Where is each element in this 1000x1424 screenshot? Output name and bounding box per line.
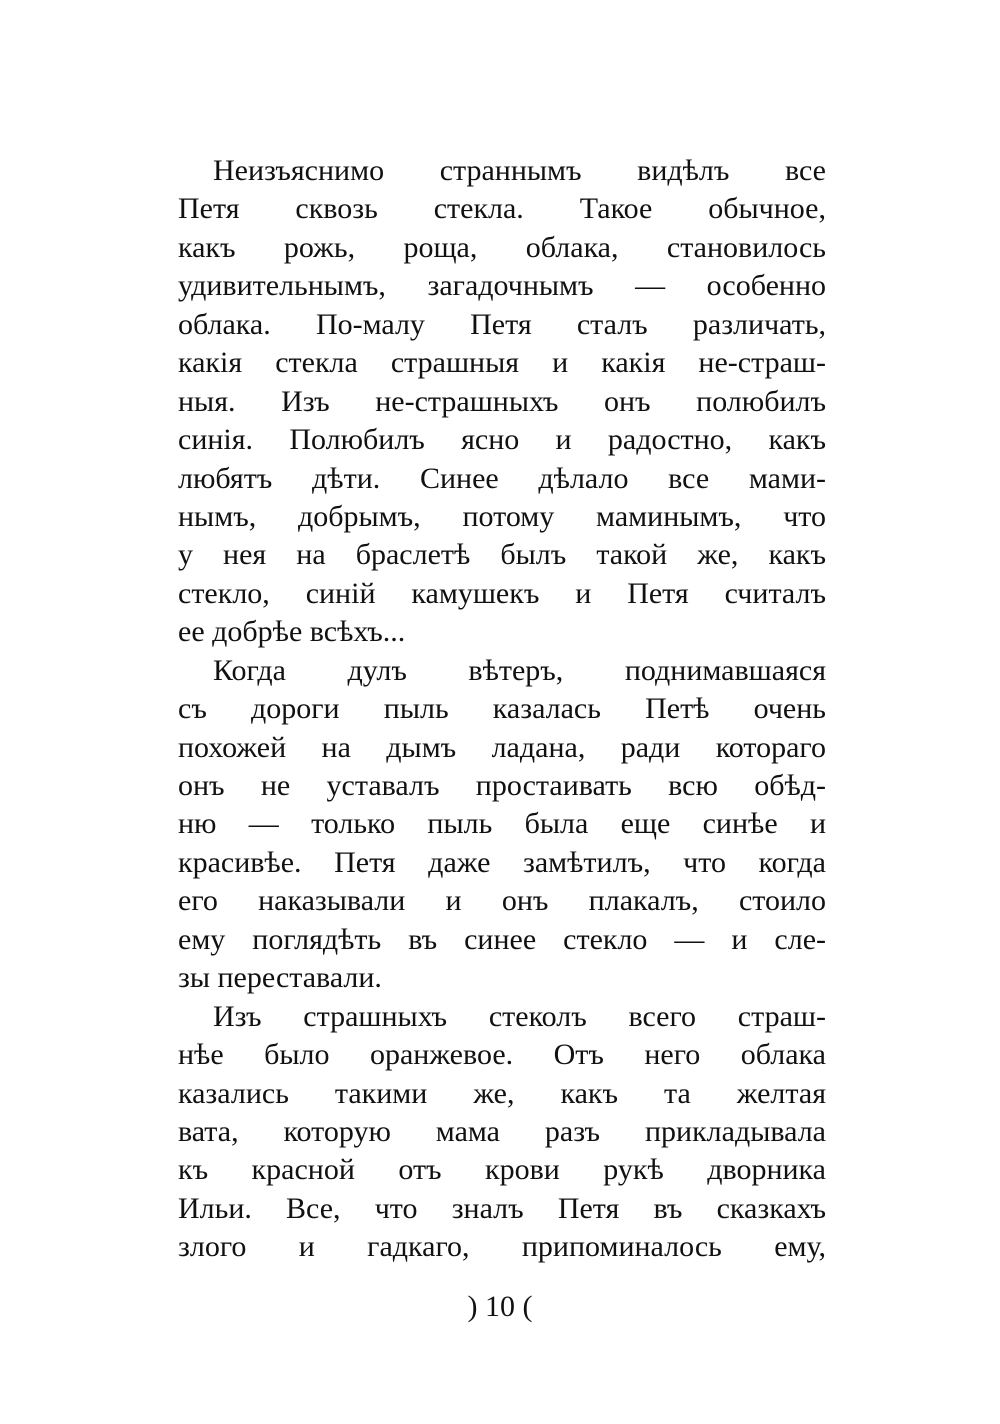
text-line: нѣе было оранжевое. Отъ него облака	[178, 1038, 826, 1072]
text-line: къ красной отъ крови рукѣ дворника	[178, 1153, 826, 1187]
paragraph	[178, 152, 826, 652]
text-line: ее добрѣе всѣхъ...	[178, 615, 406, 649]
text-line: красивѣе. Петя даже замѣтилъ, что когда	[178, 845, 826, 879]
text-line: Неизъяснимо страннымъ видѣлъ все	[213, 154, 826, 187]
text-line: стекло, синій камушекъ и Петя считалъ	[178, 576, 826, 610]
text-line: ныя. Изъ не-страшныхъ онъ полюбилъ	[178, 384, 826, 418]
text-line: ему поглядѣть въ синее стекло — и сле-	[178, 922, 826, 956]
paragraph	[178, 998, 826, 1267]
text-line: нымъ, добрымъ, потому маминымъ, что	[178, 499, 826, 533]
text-line: облака. По-малу Петя сталъ различать,	[178, 307, 826, 341]
page-body-text	[178, 152, 826, 1267]
text-line: Когда дулъ вѣтеръ, поднимавшаяся	[213, 653, 826, 687]
text-line: казались такими же, какъ та желтая	[178, 1076, 826, 1110]
text-line: синія. Полюбилъ ясно и радостно, какъ	[178, 423, 826, 457]
text-line: его наказывали и онъ плакалъ, стоило	[178, 884, 826, 918]
text-line: Петя сквозь стекла. Такое обычное,	[178, 192, 826, 226]
paragraph	[178, 652, 826, 998]
text-line: съ дороги пыль казалась Петѣ очень	[178, 692, 826, 726]
text-line: вата, которую мама разъ прикладывала	[178, 1114, 826, 1148]
text-line: зы переставали.	[178, 961, 382, 995]
text-line: Ильи. Все, что зналъ Петя въ сказкахъ	[178, 1191, 826, 1225]
text-line: Изъ страшныхъ стеколъ всего страш-	[213, 999, 826, 1033]
text-line: какія стекла страшныя и какія не-страш-	[178, 346, 826, 380]
text-line: любятъ дѣти. Синее дѣлало все мами-	[178, 461, 826, 495]
text-line: у нея на браслетѣ былъ такой же, какъ	[178, 538, 826, 572]
text-line: похожей на дымъ ладана, ради котораго	[178, 730, 826, 764]
text-line: какъ рожь, роща, облака, становилось	[178, 230, 826, 264]
page-number: ) 10 (	[467, 1290, 533, 1323]
text-line: злого и гадкаго, припоминалось ему,	[178, 1230, 826, 1264]
text-line: онъ не уставалъ простаивать всю обѣд-	[178, 769, 826, 802]
text-line: удивительнымъ, загадочнымъ — особенно	[178, 269, 826, 303]
text-line: ню — только пыль была еще синѣе и	[178, 807, 826, 841]
